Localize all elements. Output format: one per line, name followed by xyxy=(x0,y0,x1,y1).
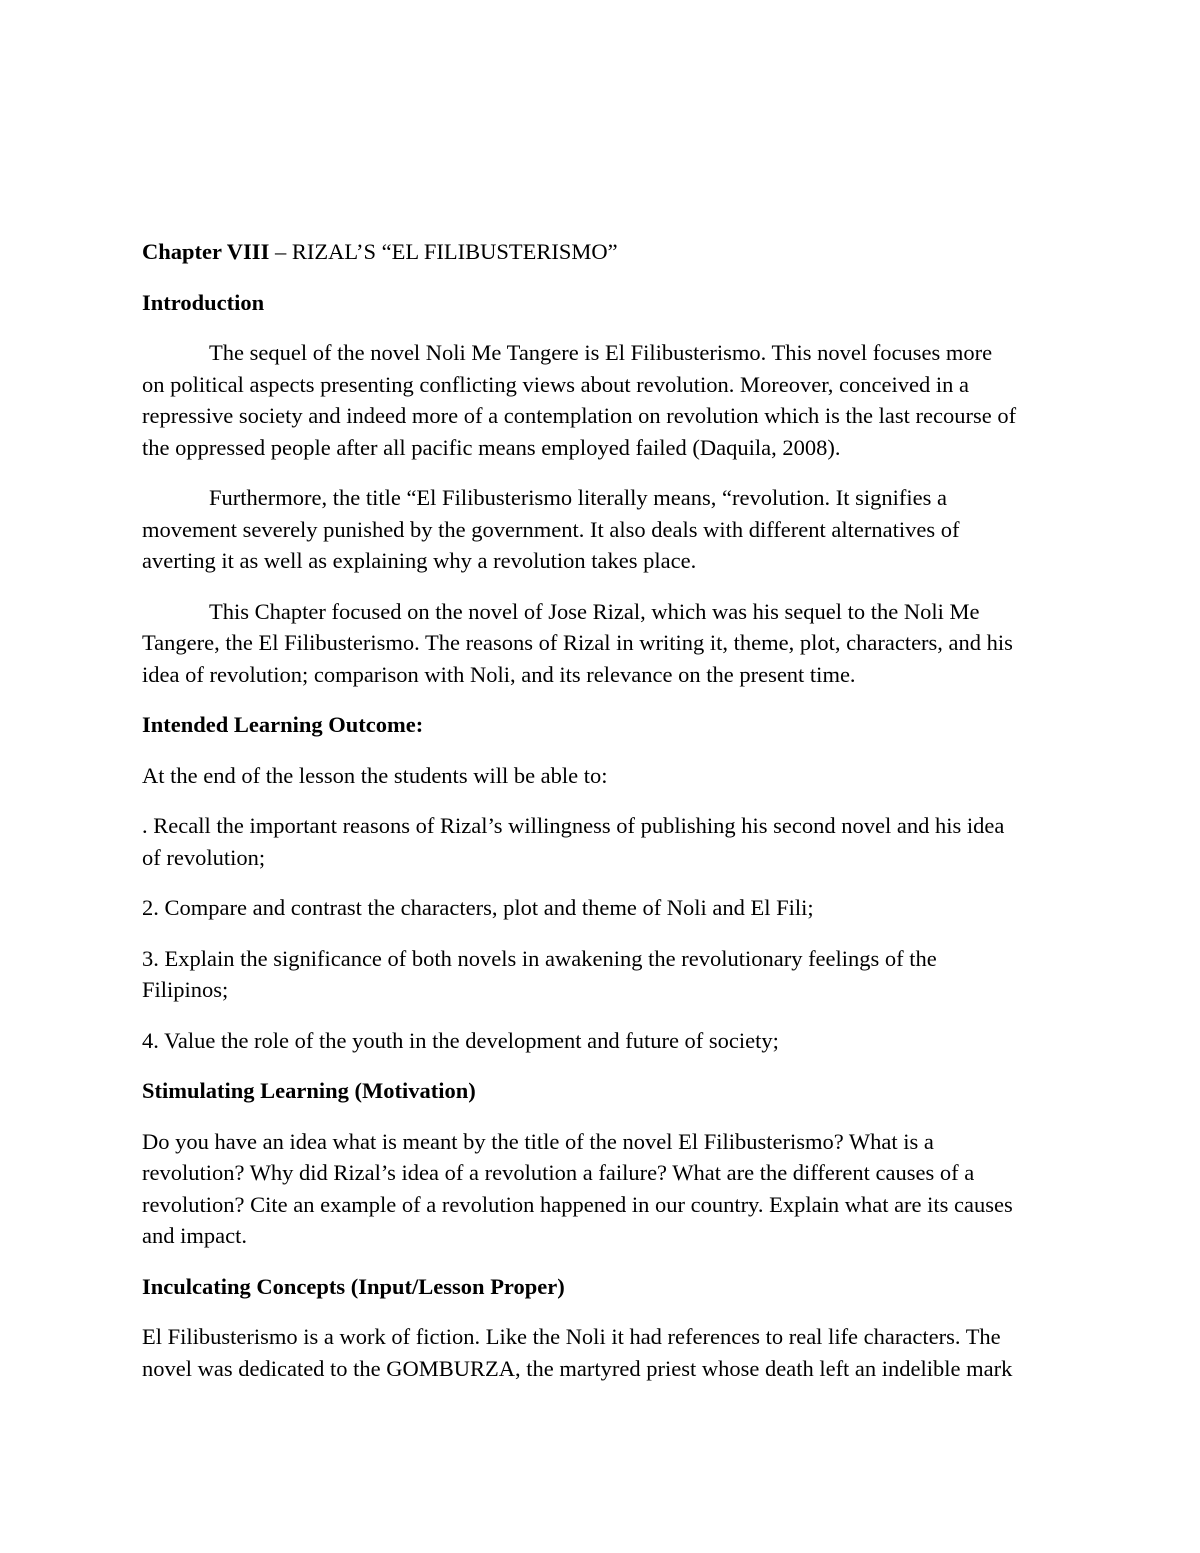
paragraph-line: repressive society and indeed more of a contemplation on revolution which is the last recourse of xyxy=(142,403,1017,428)
intro-paragraph-3 xyxy=(142,596,1072,691)
outcome-item-1 xyxy=(142,810,1072,873)
chapter-number: Chapter VIII xyxy=(142,239,270,264)
paragraph-line: novel was dedicated to the GOMBURZA, the martyred priest whose death left an indelible mark xyxy=(142,1355,1013,1381)
chapter-name: – RIZAL’S “EL FILIBUSTERISMO” xyxy=(269,239,618,264)
input-heading: Inculcating Concepts (Input/Lesson Proper) xyxy=(142,1273,565,1299)
paragraph-line: and impact. xyxy=(142,1223,247,1248)
paragraph-line: the oppressed people after all pacific means employed failed (Daquila, 2008). xyxy=(142,434,841,460)
paragraph-line: Do you have an idea what is meant by the title of the novel El Filibusterismo? What is a xyxy=(142,1128,934,1154)
intro-paragraph-1 xyxy=(142,337,1072,463)
motivation-heading: Stimulating Learning (Motivation) xyxy=(142,1078,476,1103)
outcome-line: Filipinos; xyxy=(142,977,229,1002)
paragraph-line: El Filibusterismo is a work of fiction. Like the Noli it had references to real life characters. The xyxy=(142,1324,1001,1349)
paragraph-line: The sequel of the novel Noli Me Tangere is El Filibusterismo. This novel focuses more xyxy=(209,340,993,365)
input-paragraph xyxy=(142,1321,1072,1384)
paragraph-line: revolution? Why did Rizal’s idea of a revolution a failure? What are the different causes of a xyxy=(142,1160,975,1185)
intro-paragraph-2 xyxy=(142,482,1072,577)
introduction-heading: Introduction xyxy=(142,289,265,315)
ilo-heading: Intended Learning Outcome: xyxy=(142,712,424,737)
ilo-intro: At the end of the lesson the students will be able to: xyxy=(142,762,608,788)
outcome-line: 3. Explain the significance of both novels in awakening the revolutionary feelings of the xyxy=(142,945,937,971)
outcome-line: . Recall the important reasons of Rizal’s willingness of publishing his second novel and his idea xyxy=(142,813,1005,838)
outcome-item-2 xyxy=(142,892,1072,924)
chapter-title xyxy=(142,236,1072,268)
motivation-paragraph xyxy=(142,1126,1072,1252)
paragraph-line: movement severely punished by the government. It also deals with different alternatives of xyxy=(142,516,960,542)
paragraph-line: idea of revolution; comparison with Noli, and its relevance on the present time. xyxy=(142,661,856,687)
outcome-line: 2. Compare and contrast the characters, plot and theme of Noli and El Fili; xyxy=(142,895,814,920)
paragraph-line: revolution? Cite an example of a revolution happened in our country. Explain what are its causes xyxy=(142,1191,1013,1217)
outcome-item-4 xyxy=(142,1025,1072,1057)
document-page xyxy=(142,236,1072,1384)
paragraph-line: Tangere, the El Filibusterismo. The reasons of Rizal in writing it, theme, plot, characters, and his xyxy=(142,630,1013,655)
outcome-item-3 xyxy=(142,943,1072,1006)
paragraph-line: on political aspects presenting conflicting views about revolution. Moreover, conceived in a xyxy=(142,371,969,397)
paragraph-line: Furthermore, the title “El Filibusterismo literally means, “revolution. It signifies a xyxy=(209,485,947,510)
outcome-line: 4. Value the role of the youth in the development and future of society; xyxy=(142,1027,779,1053)
paragraph-line: This Chapter focused on the novel of Jose Rizal, which was his sequel to the Noli Me xyxy=(209,598,980,624)
paragraph-line: averting it as well as explaining why a revolution takes place. xyxy=(142,548,697,573)
outcome-line: of revolution; xyxy=(142,844,266,870)
